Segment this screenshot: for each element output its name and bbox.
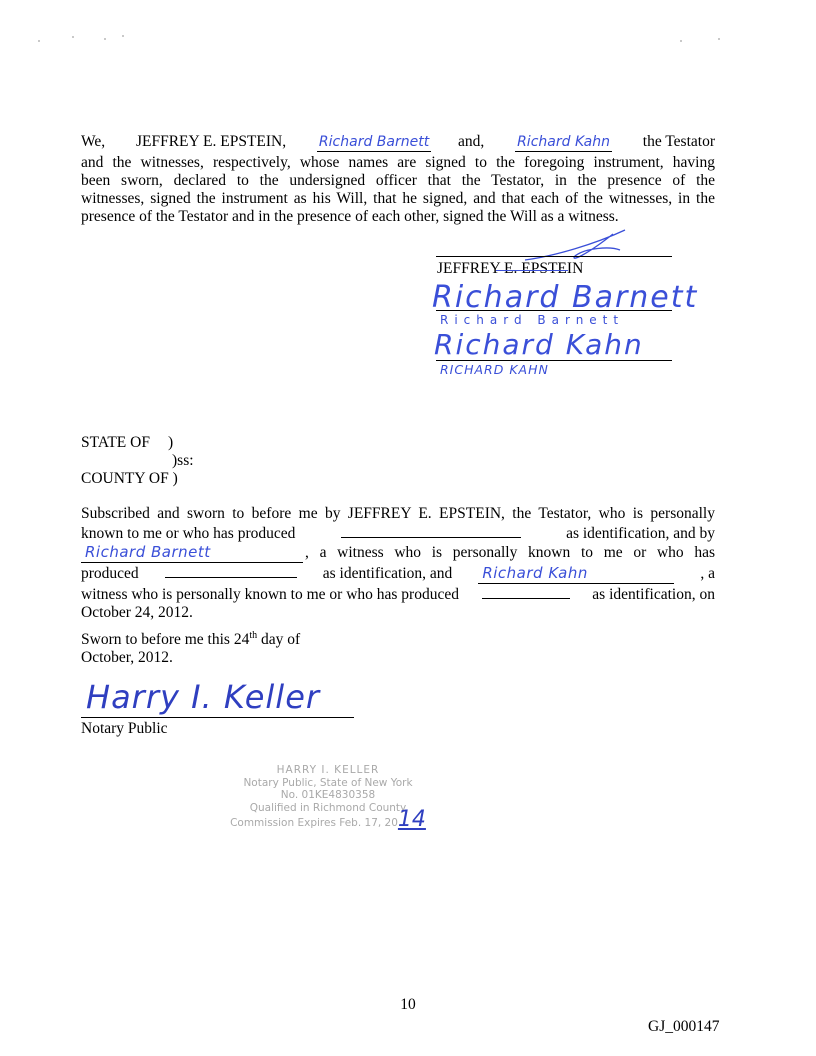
jurat-l2b: as identification, and by bbox=[566, 525, 715, 542]
witness2-printed-name: RICHARD KAHN bbox=[440, 362, 549, 377]
sworn-line-1 bbox=[81, 631, 381, 649]
jurat-line-1: Subscribed and sworn to before me by JEFFREY E. EPSTEIN, the Testator, who is personally bbox=[81, 505, 715, 522]
sworn-superscript: th bbox=[249, 629, 258, 641]
scan-speck bbox=[718, 38, 720, 40]
jurat-l2a: known to me or who has produced bbox=[81, 525, 296, 542]
stamp-line-1: HARRY I. KELLER bbox=[276, 764, 380, 776]
attestation-line-5: presence of the Testator and in the presence of each other, signed the Will as a witness. bbox=[81, 208, 619, 225]
scan-speck bbox=[104, 38, 106, 40]
jurat-line-3 bbox=[81, 543, 715, 563]
scan-speck bbox=[72, 36, 74, 38]
attestation-line-4: witnesses, signed the instrument as his Will, that he signed, and that each of the witnesses, in the bbox=[81, 190, 715, 207]
jurat-l4a: produced bbox=[81, 565, 139, 582]
testator-name: JEFFREY E. EPSTEIN, bbox=[135, 133, 287, 150]
state-of-text: STATE OF bbox=[81, 434, 150, 451]
sworn-block bbox=[81, 631, 381, 667]
jurat-l5a: witness who is personally known to me or who has produced bbox=[81, 586, 459, 603]
notary-signature: Harry I. Keller bbox=[86, 678, 321, 716]
identification-blank-3 bbox=[482, 584, 570, 599]
jurat-l4c: , a bbox=[700, 565, 715, 582]
testator-typed-name: JEFFREY E. EPSTEIN bbox=[437, 260, 584, 277]
witness2-handwritten-name: Richard Kahn bbox=[517, 134, 610, 150]
jurat-witness1-name: Richard Barnett bbox=[85, 543, 211, 561]
attestation-line-1 bbox=[81, 133, 715, 154]
we-text: We, bbox=[81, 133, 106, 150]
venue-state-line bbox=[81, 434, 381, 452]
the-testator-text: the Testator bbox=[642, 133, 715, 150]
venue-block bbox=[81, 434, 381, 488]
page-number: 10 bbox=[400, 996, 416, 1013]
stamp-line-2: Notary Public, State of New York bbox=[243, 776, 413, 789]
attestation-line-2: and the witnesses, respectively, whose names are signed to the foregoing instrument, having bbox=[81, 154, 715, 171]
and-text: and, bbox=[458, 133, 485, 150]
jurat-l4b: as identification, and bbox=[322, 565, 453, 582]
stamp-handwritten-year: 14 bbox=[397, 807, 426, 832]
attestation-line-3: been sworn, declared to the undersigned officer that the Testator, in the presence of the bbox=[81, 172, 715, 189]
witness2-signature: Richard Kahn bbox=[434, 328, 644, 361]
jurat-l5b: as identification, on bbox=[592, 586, 715, 603]
sworn-line-2: October, 2012. bbox=[81, 649, 173, 666]
state-paren: ) bbox=[167, 434, 174, 451]
notary-signature-line bbox=[81, 717, 354, 718]
scan-speck bbox=[122, 35, 124, 37]
scan-speck bbox=[680, 40, 682, 42]
witness1-handwritten-name: Richard Barnett bbox=[318, 134, 430, 150]
testator-name-strike bbox=[496, 270, 568, 271]
attestation-paragraph bbox=[81, 133, 715, 226]
identification-blank-1 bbox=[341, 523, 521, 538]
identification-blank-2 bbox=[165, 563, 297, 578]
sworn-l1a: Sworn to before me this 24 bbox=[81, 631, 250, 648]
jurat-line-2 bbox=[81, 523, 715, 543]
jurat-line-4 bbox=[81, 563, 715, 584]
bates-number: GJ_000147 bbox=[648, 1018, 720, 1035]
venue-ss: )ss: bbox=[172, 452, 194, 469]
witness1-name-blank bbox=[81, 543, 303, 563]
stamp-line-3: No. 01KE4830358 bbox=[280, 789, 376, 801]
jurat-paragraph bbox=[81, 505, 715, 622]
stamp-expiry-text: Commission Expires Feb. 17, 20 bbox=[230, 817, 398, 829]
venue-county-line: COUNTY OF ) bbox=[81, 470, 178, 487]
witness2-name-blank bbox=[478, 564, 674, 584]
jurat-line-5 bbox=[81, 584, 715, 604]
stamp-line-4: Qualified in Richmond County bbox=[249, 801, 407, 814]
notary-stamp bbox=[228, 764, 428, 830]
notary-public-label: Notary Public bbox=[81, 720, 168, 737]
witness1-signature: Richard Barnett bbox=[432, 280, 699, 315]
testator-signature-line bbox=[436, 256, 672, 257]
jurat-witness2-name: Richard Kahn bbox=[482, 564, 588, 582]
jurat-line-6: October 24, 2012. bbox=[81, 604, 193, 621]
jurat-l3b: , a witness who is personally known to me or who has bbox=[305, 544, 715, 561]
scan-speck bbox=[38, 40, 40, 42]
sworn-l1b: day of bbox=[257, 631, 301, 648]
witness1-printed-name: Richard Barnett bbox=[440, 313, 625, 327]
